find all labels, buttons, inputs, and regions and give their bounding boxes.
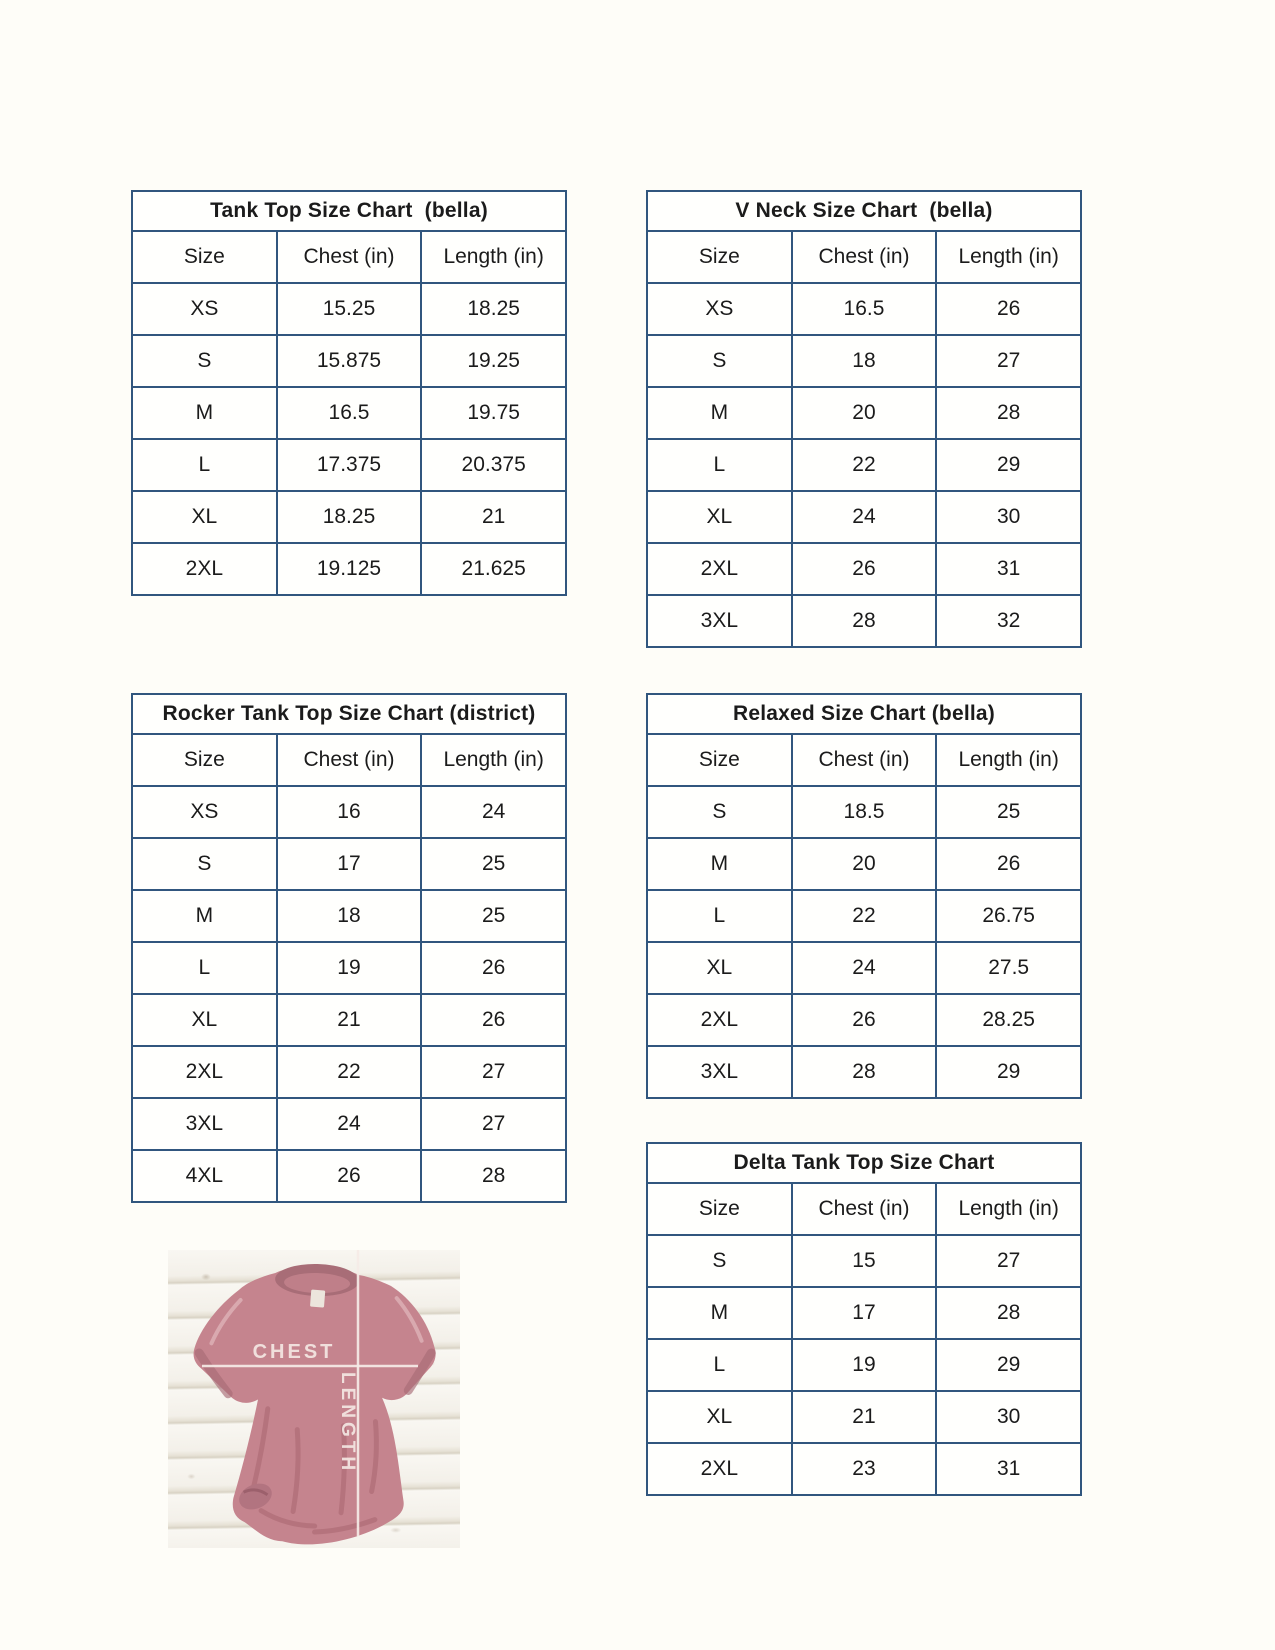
size-cell: L <box>647 439 792 491</box>
size-cell: 31 <box>936 543 1081 595</box>
size-row <box>647 491 1081 543</box>
size-cell: 21 <box>421 491 566 543</box>
size-cell: 28 <box>792 1046 937 1098</box>
size-table <box>646 190 1082 648</box>
size-cell: 28 <box>792 595 937 647</box>
size-cell: S <box>132 335 277 387</box>
size-cell: XL <box>132 491 277 543</box>
size-cell: 17 <box>277 838 422 890</box>
size-row <box>132 942 566 994</box>
size-cell: 2XL <box>132 1046 277 1098</box>
size-cell: M <box>132 890 277 942</box>
size-cell: 19 <box>277 942 422 994</box>
size-row <box>647 1287 1081 1339</box>
size-row <box>132 283 566 335</box>
size-cell: 3XL <box>132 1098 277 1150</box>
size-row <box>647 942 1081 994</box>
size-cell: 27 <box>421 1046 566 1098</box>
size-cell: 27.5 <box>936 942 1081 994</box>
size-cell: XL <box>647 491 792 543</box>
size-cell: 19 <box>792 1339 937 1391</box>
size-cell: 24 <box>277 1098 422 1150</box>
column-header-size: Size <box>132 231 277 283</box>
size-row <box>647 335 1081 387</box>
size-table <box>131 693 567 1203</box>
size-row <box>132 1150 566 1202</box>
rocker-tank-top-size-table <box>131 693 567 1203</box>
size-cell: S <box>647 786 792 838</box>
size-row <box>647 543 1081 595</box>
size-cell: M <box>647 1287 792 1339</box>
size-row <box>647 387 1081 439</box>
tank-top-size-table <box>131 190 567 596</box>
size-row <box>132 1046 566 1098</box>
size-cell: 26 <box>421 942 566 994</box>
size-cell: 22 <box>792 890 937 942</box>
size-cell: S <box>647 335 792 387</box>
size-cell: 2XL <box>647 543 792 595</box>
size-cell: 19.75 <box>421 387 566 439</box>
size-cell: 28 <box>936 1287 1081 1339</box>
size-row <box>132 491 566 543</box>
size-cell: 26 <box>936 283 1081 335</box>
column-header-chest: Chest (in) <box>792 1183 937 1235</box>
size-cell: 3XL <box>647 1046 792 1098</box>
size-cell: L <box>647 1339 792 1391</box>
column-header-size: Size <box>132 734 277 786</box>
length-label: LENGTH <box>337 1372 358 1475</box>
size-cell: 15.25 <box>277 283 422 335</box>
size-cell: 27 <box>421 1098 566 1150</box>
size-row <box>132 1098 566 1150</box>
size-cell: 26 <box>421 994 566 1046</box>
column-header-size: Size <box>647 1183 792 1235</box>
column-header-length: Length (in) <box>421 734 566 786</box>
size-row <box>132 439 566 491</box>
size-cell: 21 <box>277 994 422 1046</box>
column-header-size: Size <box>647 231 792 283</box>
size-cell: 26 <box>792 994 937 1046</box>
size-cell: 24 <box>421 786 566 838</box>
size-cell: 15.875 <box>277 335 422 387</box>
size-cell: 19.25 <box>421 335 566 387</box>
size-cell: 25 <box>421 890 566 942</box>
neck-tag <box>310 1290 325 1308</box>
size-cell: 2XL <box>132 543 277 595</box>
size-row <box>647 890 1081 942</box>
size-cell: 29 <box>936 439 1081 491</box>
size-cell: 16 <box>277 786 422 838</box>
size-cell: L <box>647 890 792 942</box>
size-row <box>132 890 566 942</box>
size-cell: S <box>647 1235 792 1287</box>
column-header-chest: Chest (in) <box>277 231 422 283</box>
size-row <box>647 1339 1081 1391</box>
size-row <box>132 387 566 439</box>
relaxed-size-table <box>646 693 1082 1099</box>
tshirt-graphic <box>189 1261 438 1548</box>
size-cell: XL <box>647 942 792 994</box>
size-table <box>131 190 567 596</box>
size-cell: 18.5 <box>792 786 937 838</box>
size-cell: XS <box>647 283 792 335</box>
size-cell: L <box>132 439 277 491</box>
size-row <box>647 595 1081 647</box>
table-title: Delta Tank Top Size Chart <box>647 1143 1081 1183</box>
size-row <box>647 1391 1081 1443</box>
size-cell: 27 <box>936 1235 1081 1287</box>
size-cell: S <box>132 838 277 890</box>
size-cell: 22 <box>792 439 937 491</box>
size-cell: 22 <box>277 1046 422 1098</box>
size-cell: 28 <box>421 1150 566 1202</box>
size-cell: 28 <box>936 387 1081 439</box>
size-cell: 15 <box>792 1235 937 1287</box>
size-row <box>647 786 1081 838</box>
size-cell: M <box>647 387 792 439</box>
size-cell: M <box>132 387 277 439</box>
size-cell: 18 <box>277 890 422 942</box>
size-row <box>132 838 566 890</box>
table-title: Rocker Tank Top Size Chart (district) <box>132 694 566 734</box>
table-title: Relaxed Size Chart (bella) <box>647 694 1081 734</box>
table-title: Tank Top Size Chart (bella) <box>132 191 566 231</box>
size-cell: 20.375 <box>421 439 566 491</box>
v-neck-size-table <box>646 190 1082 648</box>
column-header-size: Size <box>647 734 792 786</box>
size-cell: 20 <box>792 838 937 890</box>
size-row <box>647 1443 1081 1495</box>
size-row <box>132 994 566 1046</box>
size-cell: XS <box>132 786 277 838</box>
shirt-measurement-photo <box>168 1250 460 1548</box>
column-header-chest: Chest (in) <box>792 734 937 786</box>
column-header-length: Length (in) <box>936 1183 1081 1235</box>
size-cell: 31 <box>936 1443 1081 1495</box>
size-cell: 28.25 <box>936 994 1081 1046</box>
size-row <box>647 838 1081 890</box>
size-cell: L <box>132 942 277 994</box>
size-table <box>646 1142 1082 1496</box>
size-cell: 3XL <box>647 595 792 647</box>
size-cell: 26 <box>277 1150 422 1202</box>
size-cell: 19.125 <box>277 543 422 595</box>
size-cell: 24 <box>792 491 937 543</box>
size-cell: 32 <box>936 595 1081 647</box>
column-header-length: Length (in) <box>421 231 566 283</box>
size-cell: 18 <box>792 335 937 387</box>
size-cell: 17.375 <box>277 439 422 491</box>
size-cell: 2XL <box>647 1443 792 1495</box>
size-row <box>132 335 566 387</box>
size-cell: XL <box>647 1391 792 1443</box>
size-cell: 26 <box>792 543 937 595</box>
size-cell: 18.25 <box>421 283 566 335</box>
size-cell: 17 <box>792 1287 937 1339</box>
size-row <box>647 1235 1081 1287</box>
size-row <box>132 543 566 595</box>
size-cell: 16.5 <box>277 387 422 439</box>
size-cell: M <box>647 838 792 890</box>
size-cell: 30 <box>936 1391 1081 1443</box>
size-table <box>646 693 1082 1099</box>
size-cell: 4XL <box>132 1150 277 1202</box>
delta-tank-top-size-table <box>646 1142 1082 1496</box>
shirt-illustration <box>168 1250 460 1548</box>
size-row <box>647 994 1081 1046</box>
size-row <box>647 439 1081 491</box>
column-header-length: Length (in) <box>936 734 1081 786</box>
size-cell: 16.5 <box>792 283 937 335</box>
size-cell: 21 <box>792 1391 937 1443</box>
chest-label: CHEST <box>252 1341 336 1363</box>
size-row <box>647 1046 1081 1098</box>
size-cell: 24 <box>792 942 937 994</box>
size-cell: 25 <box>936 786 1081 838</box>
column-header-chest: Chest (in) <box>792 231 937 283</box>
table-title: V Neck Size Chart (bella) <box>647 191 1081 231</box>
size-cell: 30 <box>936 491 1081 543</box>
size-row <box>647 283 1081 335</box>
size-cell: 18.25 <box>277 491 422 543</box>
size-cell: 25 <box>421 838 566 890</box>
size-row <box>132 786 566 838</box>
size-cell: 20 <box>792 387 937 439</box>
size-cell: XS <box>132 283 277 335</box>
size-cell: 26 <box>936 838 1081 890</box>
size-cell: 26.75 <box>936 890 1081 942</box>
size-cell: 29 <box>936 1046 1081 1098</box>
size-cell: 23 <box>792 1443 937 1495</box>
column-header-chest: Chest (in) <box>277 734 422 786</box>
size-cell: 29 <box>936 1339 1081 1391</box>
size-cell: 21.625 <box>421 543 566 595</box>
column-header-length: Length (in) <box>936 231 1081 283</box>
size-cell: 2XL <box>647 994 792 1046</box>
size-cell: 27 <box>936 335 1081 387</box>
size-cell: XL <box>132 994 277 1046</box>
